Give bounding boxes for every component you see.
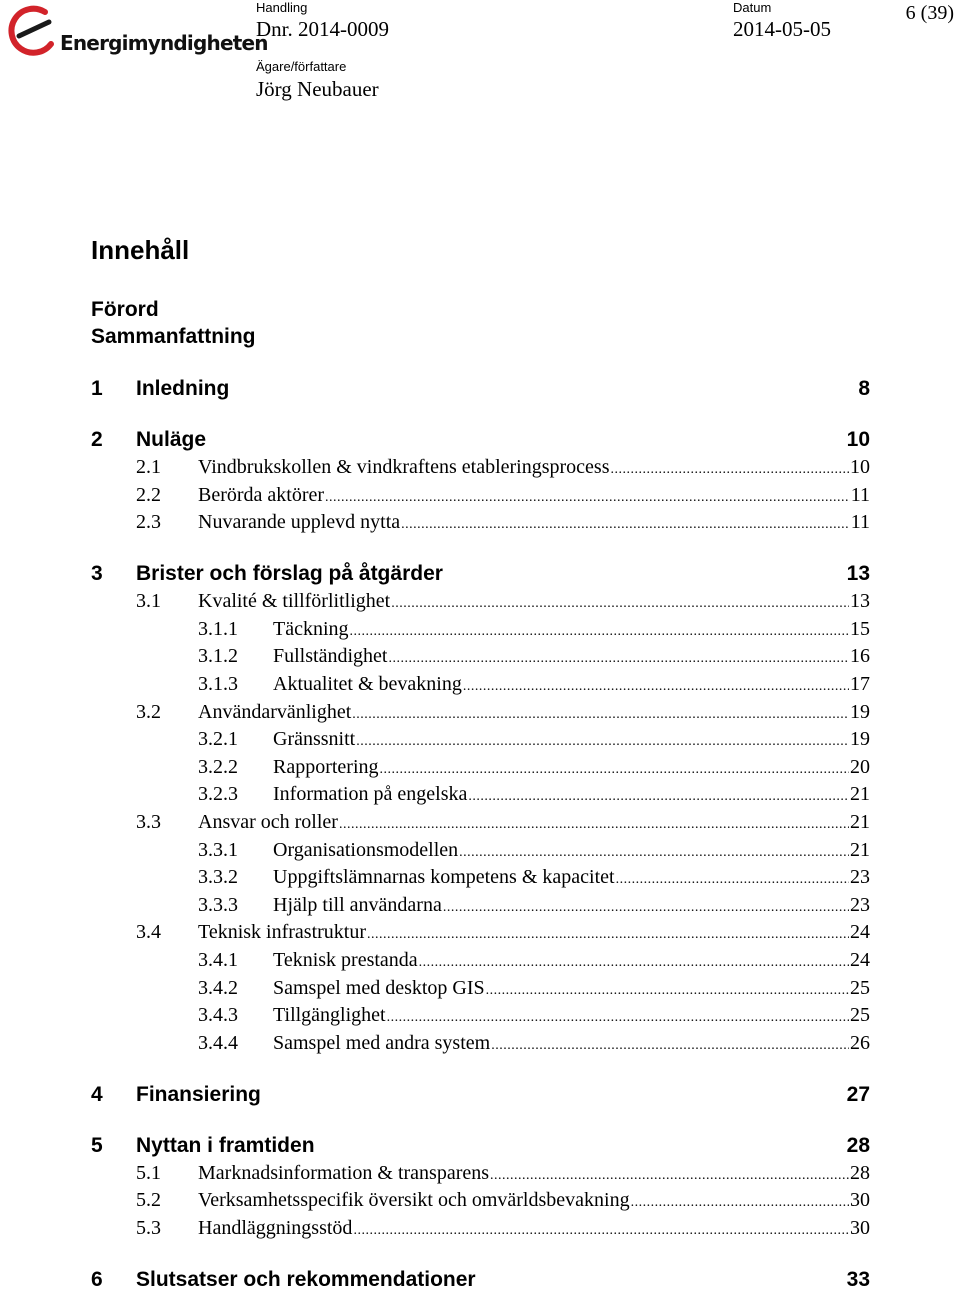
energimyndigheten-logo — [5, 4, 268, 60]
toc-entry-page: 20 — [850, 756, 870, 778]
dot-leader — [468, 789, 849, 805]
toc-entry-title: Verksamhetsspecifik översikt och omvärldsbevakning — [198, 1189, 630, 1211]
toc-entry-number: 3.4 — [136, 921, 161, 943]
toc-entry-page: 24 — [850, 949, 870, 971]
toc-entry-number: 3.4.2 — [198, 977, 238, 999]
toc-entry-title: Hjälp till användarna — [273, 894, 442, 916]
dot-leader — [463, 679, 849, 695]
toc-entry-page: 17 — [850, 673, 870, 695]
toc-entry-title: Finansiering — [136, 1083, 261, 1106]
toc-entry-number: 2.2 — [136, 484, 161, 506]
dot-leader — [401, 517, 850, 533]
toc-entry[interactable] — [0, 921, 960, 947]
toc-entry-title: Samspel med desktop GIS — [273, 977, 485, 999]
logo-wordmark: Energimyndigheten — [60, 31, 268, 55]
datum-label: Datum — [733, 0, 772, 15]
toc-entry-number: 3.4.1 — [198, 949, 238, 971]
toc-entry-number: 2 — [91, 428, 103, 451]
toc-entry-page: 24 — [850, 921, 870, 943]
toc-entry-number: 5.3 — [136, 1217, 161, 1239]
dot-leader — [380, 762, 849, 778]
toc-entry-number: 2.1 — [136, 456, 161, 478]
toc-entry-title: Fullständighet — [273, 645, 388, 667]
toc-entry-number: 3.2.3 — [198, 783, 238, 805]
toc-entry-page: 11 — [850, 484, 870, 506]
toc-entry-number: 3 — [91, 562, 103, 585]
handling-label: Handling — [256, 0, 308, 15]
toc-entry-number: 3.1 — [136, 590, 161, 612]
toc-entry-title: Teknisk prestanda — [273, 949, 418, 971]
dot-leader — [616, 872, 849, 888]
toc-entry-number: 3.2.2 — [198, 756, 238, 778]
toc-entry-number: 5.1 — [136, 1162, 161, 1184]
toc-entry-title: Aktualitet & bevakning — [273, 673, 462, 695]
document-number: Dnr. 2014-0009 — [256, 17, 389, 41]
toc-entry[interactable] — [0, 949, 960, 975]
toc-entry-title: Uppgiftslämnarnas kompetens & kapacitet — [273, 866, 615, 888]
toc-entry[interactable] — [0, 456, 960, 482]
toc-entry-page: 10 — [846, 428, 870, 451]
toc-entry-title: Tillgänglighet — [273, 1004, 386, 1026]
dot-leader — [443, 900, 849, 916]
toc-entry[interactable] — [0, 1217, 960, 1243]
dot-leader — [610, 462, 849, 478]
document-date: 2014-05-05 — [733, 17, 831, 41]
toc-entry[interactable] — [0, 1032, 960, 1058]
dot-leader — [339, 817, 849, 833]
toc-entry[interactable] — [0, 511, 960, 537]
toc-entry-number: 2.3 — [136, 511, 161, 533]
toc-entry-page: 21 — [850, 811, 870, 833]
toc-entry[interactable] — [0, 673, 960, 699]
dot-leader — [325, 490, 850, 506]
toc-entry-number: 3.1.1 — [198, 618, 238, 640]
toc-entry[interactable] — [0, 728, 960, 754]
toc-entry-page: 8 — [858, 377, 870, 400]
toc-entry-number: 3.4.4 — [198, 1032, 238, 1054]
toc-entry-number: 3.3 — [136, 811, 161, 833]
toc-entry[interactable] — [0, 1134, 960, 1160]
toc-entry-page: 15 — [850, 618, 870, 640]
toc-entry-number: 3.2.1 — [198, 728, 238, 750]
dot-leader — [367, 927, 849, 943]
toc-entry-page: 10 — [850, 456, 870, 478]
toc-entry[interactable] — [0, 1189, 960, 1215]
toc-entry-page: 25 — [850, 1004, 870, 1026]
toc-heading: Innehåll — [91, 235, 190, 265]
toc-entry-number: 1 — [91, 377, 103, 400]
toc-entry-title: Rapportering — [273, 756, 379, 778]
toc-entry[interactable] — [0, 756, 960, 782]
toc-entry-page: 19 — [850, 728, 870, 750]
toc-entry-number: 3.3.1 — [198, 839, 238, 861]
dot-leader — [356, 734, 849, 750]
dot-leader — [388, 651, 849, 667]
toc-entry[interactable] — [0, 839, 960, 865]
toc-entry-title: Gränssnitt — [273, 728, 356, 750]
toc-entry-number: 4 — [91, 1083, 103, 1106]
toc-entry[interactable] — [0, 701, 960, 727]
dot-leader — [490, 1168, 849, 1184]
toc-entry-title: Teknisk infrastruktur — [198, 921, 367, 943]
dot-leader — [353, 1223, 849, 1239]
toc-entry-title: Samspel med andra system — [273, 1032, 491, 1054]
toc-entry[interactable] — [0, 590, 960, 616]
toc-entry-page: 19 — [850, 701, 870, 723]
page-number: 6 (39) — [905, 2, 954, 24]
toc-entry-title: Berörda aktörer — [198, 484, 325, 506]
toc-entry[interactable] — [0, 484, 960, 510]
dot-leader — [486, 983, 849, 999]
toc-entry-page: 28 — [850, 1162, 870, 1184]
toc-entry[interactable] — [0, 562, 960, 588]
dot-leader — [352, 707, 849, 723]
toc-entry[interactable] — [0, 377, 960, 403]
toc-entry-number: 3.1.2 — [198, 645, 238, 667]
dot-leader — [491, 1038, 849, 1054]
toc-entry-page: 26 — [850, 1032, 870, 1054]
toc-entry-number: 3.1.3 — [198, 673, 238, 695]
toc-entry-page: 30 — [850, 1189, 870, 1211]
toc-entry-page: 25 — [850, 977, 870, 999]
owner-name: Jörg Neubauer — [256, 77, 379, 101]
toc-entry-title: Marknadsinformation & transparens — [198, 1162, 490, 1184]
toc-entry[interactable] — [0, 645, 960, 671]
toc-entry[interactable] — [0, 1004, 960, 1030]
toc-entry-title: Täckning — [273, 618, 349, 640]
toc-entry[interactable] — [0, 428, 960, 454]
toc-entry[interactable] — [0, 811, 960, 837]
toc-entry[interactable] — [0, 866, 960, 892]
toc-entry-number: 5 — [91, 1134, 103, 1157]
dot-leader — [350, 624, 849, 640]
toc-entry-title: Handläggningsstöd — [198, 1217, 353, 1239]
toc-entry-title: Information på engelska — [273, 783, 468, 805]
toc-entry-page: 33 — [846, 1268, 870, 1291]
toc-entry-page: 27 — [846, 1083, 870, 1106]
toc-entry-title: Vindbrukskollen & vindkraftens etableringsprocess — [198, 456, 610, 478]
toc-entry-title: Nuläge — [136, 428, 207, 451]
toc-entry-page: 16 — [850, 645, 870, 667]
toc-entry[interactable] — [0, 1083, 960, 1109]
toc-entry-number: 6 — [91, 1268, 103, 1291]
dot-leader — [387, 1010, 849, 1026]
toc-entry-page: 28 — [846, 1134, 870, 1157]
toc-entry-title: Slutsatser och rekommendationer — [136, 1268, 476, 1291]
owner-label: Ägare/författare — [256, 59, 347, 74]
toc-entry[interactable] — [0, 1268, 960, 1294]
toc-entry-title: Nuvarande upplevd nytta — [198, 511, 401, 533]
toc-entry[interactable] — [0, 977, 960, 1003]
toc-entry-title: Nyttan i framtiden — [136, 1134, 315, 1157]
toc-entry-title: Ansvar och roller — [198, 811, 338, 833]
toc-entry-title: Inledning — [136, 377, 230, 400]
toc-front-forord[interactable]: Förord — [91, 298, 159, 321]
dot-leader — [391, 596, 849, 612]
toc-entry-number: 3.3.3 — [198, 894, 238, 916]
toc-entry-title: Brister och förslag på åtgärder — [136, 562, 443, 585]
toc-entry[interactable] — [0, 618, 960, 644]
dot-leader — [459, 845, 849, 861]
logo-mark-icon — [5, 4, 61, 60]
dot-leader — [419, 955, 849, 971]
toc-entry-page: 13 — [846, 562, 870, 585]
toc-entry-number: 3.3.2 — [198, 866, 238, 888]
dot-leader — [631, 1195, 849, 1211]
toc-entry-title: Kvalité & tillförlitlighet — [198, 590, 391, 612]
toc-entry-title: Användarvänlighet — [198, 701, 352, 723]
toc-entry-page: 30 — [850, 1217, 870, 1239]
toc-entry-title: Organisationsmodellen — [273, 839, 459, 861]
toc-entry-page: 23 — [850, 894, 870, 916]
toc-entry-number: 3.2 — [136, 701, 161, 723]
toc-entry-page: 23 — [850, 866, 870, 888]
toc-entry-page: 21 — [850, 783, 870, 805]
toc-entry-page: 11 — [850, 511, 870, 533]
toc-entry[interactable] — [0, 894, 960, 920]
toc-entry[interactable] — [0, 783, 960, 809]
toc-entry-page: 13 — [850, 590, 870, 612]
toc-front-sammanfattning[interactable]: Sammanfattning — [91, 325, 256, 348]
toc-entry-number: 5.2 — [136, 1189, 161, 1211]
toc-entry-number: 3.4.3 — [198, 1004, 238, 1026]
toc-entry-page: 21 — [850, 839, 870, 861]
toc-entry[interactable] — [0, 1162, 960, 1188]
